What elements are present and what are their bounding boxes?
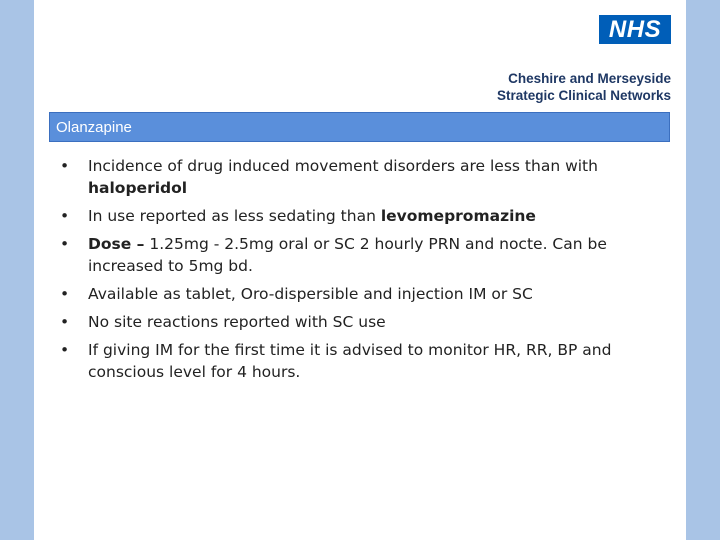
bullet-text: No site reactions reported with SC use xyxy=(88,313,386,331)
bullet-item xyxy=(56,311,666,333)
slide-title: Olanzapine xyxy=(56,119,132,136)
bullet-dot-icon: • xyxy=(60,157,70,175)
bullet-dot-icon: • xyxy=(60,207,70,225)
bullet-text: Available as tablet, Oro-dispersible and injection IM or SC xyxy=(88,285,533,303)
title-bar xyxy=(49,112,670,142)
org-name-line-2: Strategic Clinical Networks xyxy=(496,88,671,103)
bullet-text: In use reported as less sedating than xyxy=(88,207,381,225)
bullet-bold-text: levomepromazine xyxy=(380,207,536,225)
bullet-item xyxy=(56,339,666,383)
bullet-dot-icon: • xyxy=(60,285,70,303)
organisation-name xyxy=(497,70,671,104)
left-side-bar xyxy=(0,0,34,540)
bullet-item xyxy=(56,155,666,199)
bullet-text: Incidence of drug induced movement disorders are less than with xyxy=(88,157,598,175)
nhs-logo: NHS xyxy=(599,15,671,44)
bullet-dot-icon: • xyxy=(60,235,70,253)
bullet-text-after: 1.25mg - 2.5mg oral or SC 2 hourly PRN and nocte. Can be increased to 5mg bd. xyxy=(88,235,607,275)
right-side-bar xyxy=(686,0,720,540)
bullet-item xyxy=(56,233,666,277)
bullet-dot-icon: • xyxy=(60,341,70,359)
bullet-item xyxy=(56,205,666,227)
bullet-item xyxy=(56,283,666,305)
bullet-bold-text: haloperidol xyxy=(88,179,188,197)
bullet-dot-icon: • xyxy=(60,313,70,331)
org-name-line-1: Cheshire and Merseyside xyxy=(508,71,671,86)
bullet-list xyxy=(56,155,666,383)
bullet-text: If giving IM for the first time it is advised to monitor HR, RR, BP and conscious level for 4 hours. xyxy=(88,341,612,381)
bullet-bold-text: Dose – xyxy=(88,235,145,253)
